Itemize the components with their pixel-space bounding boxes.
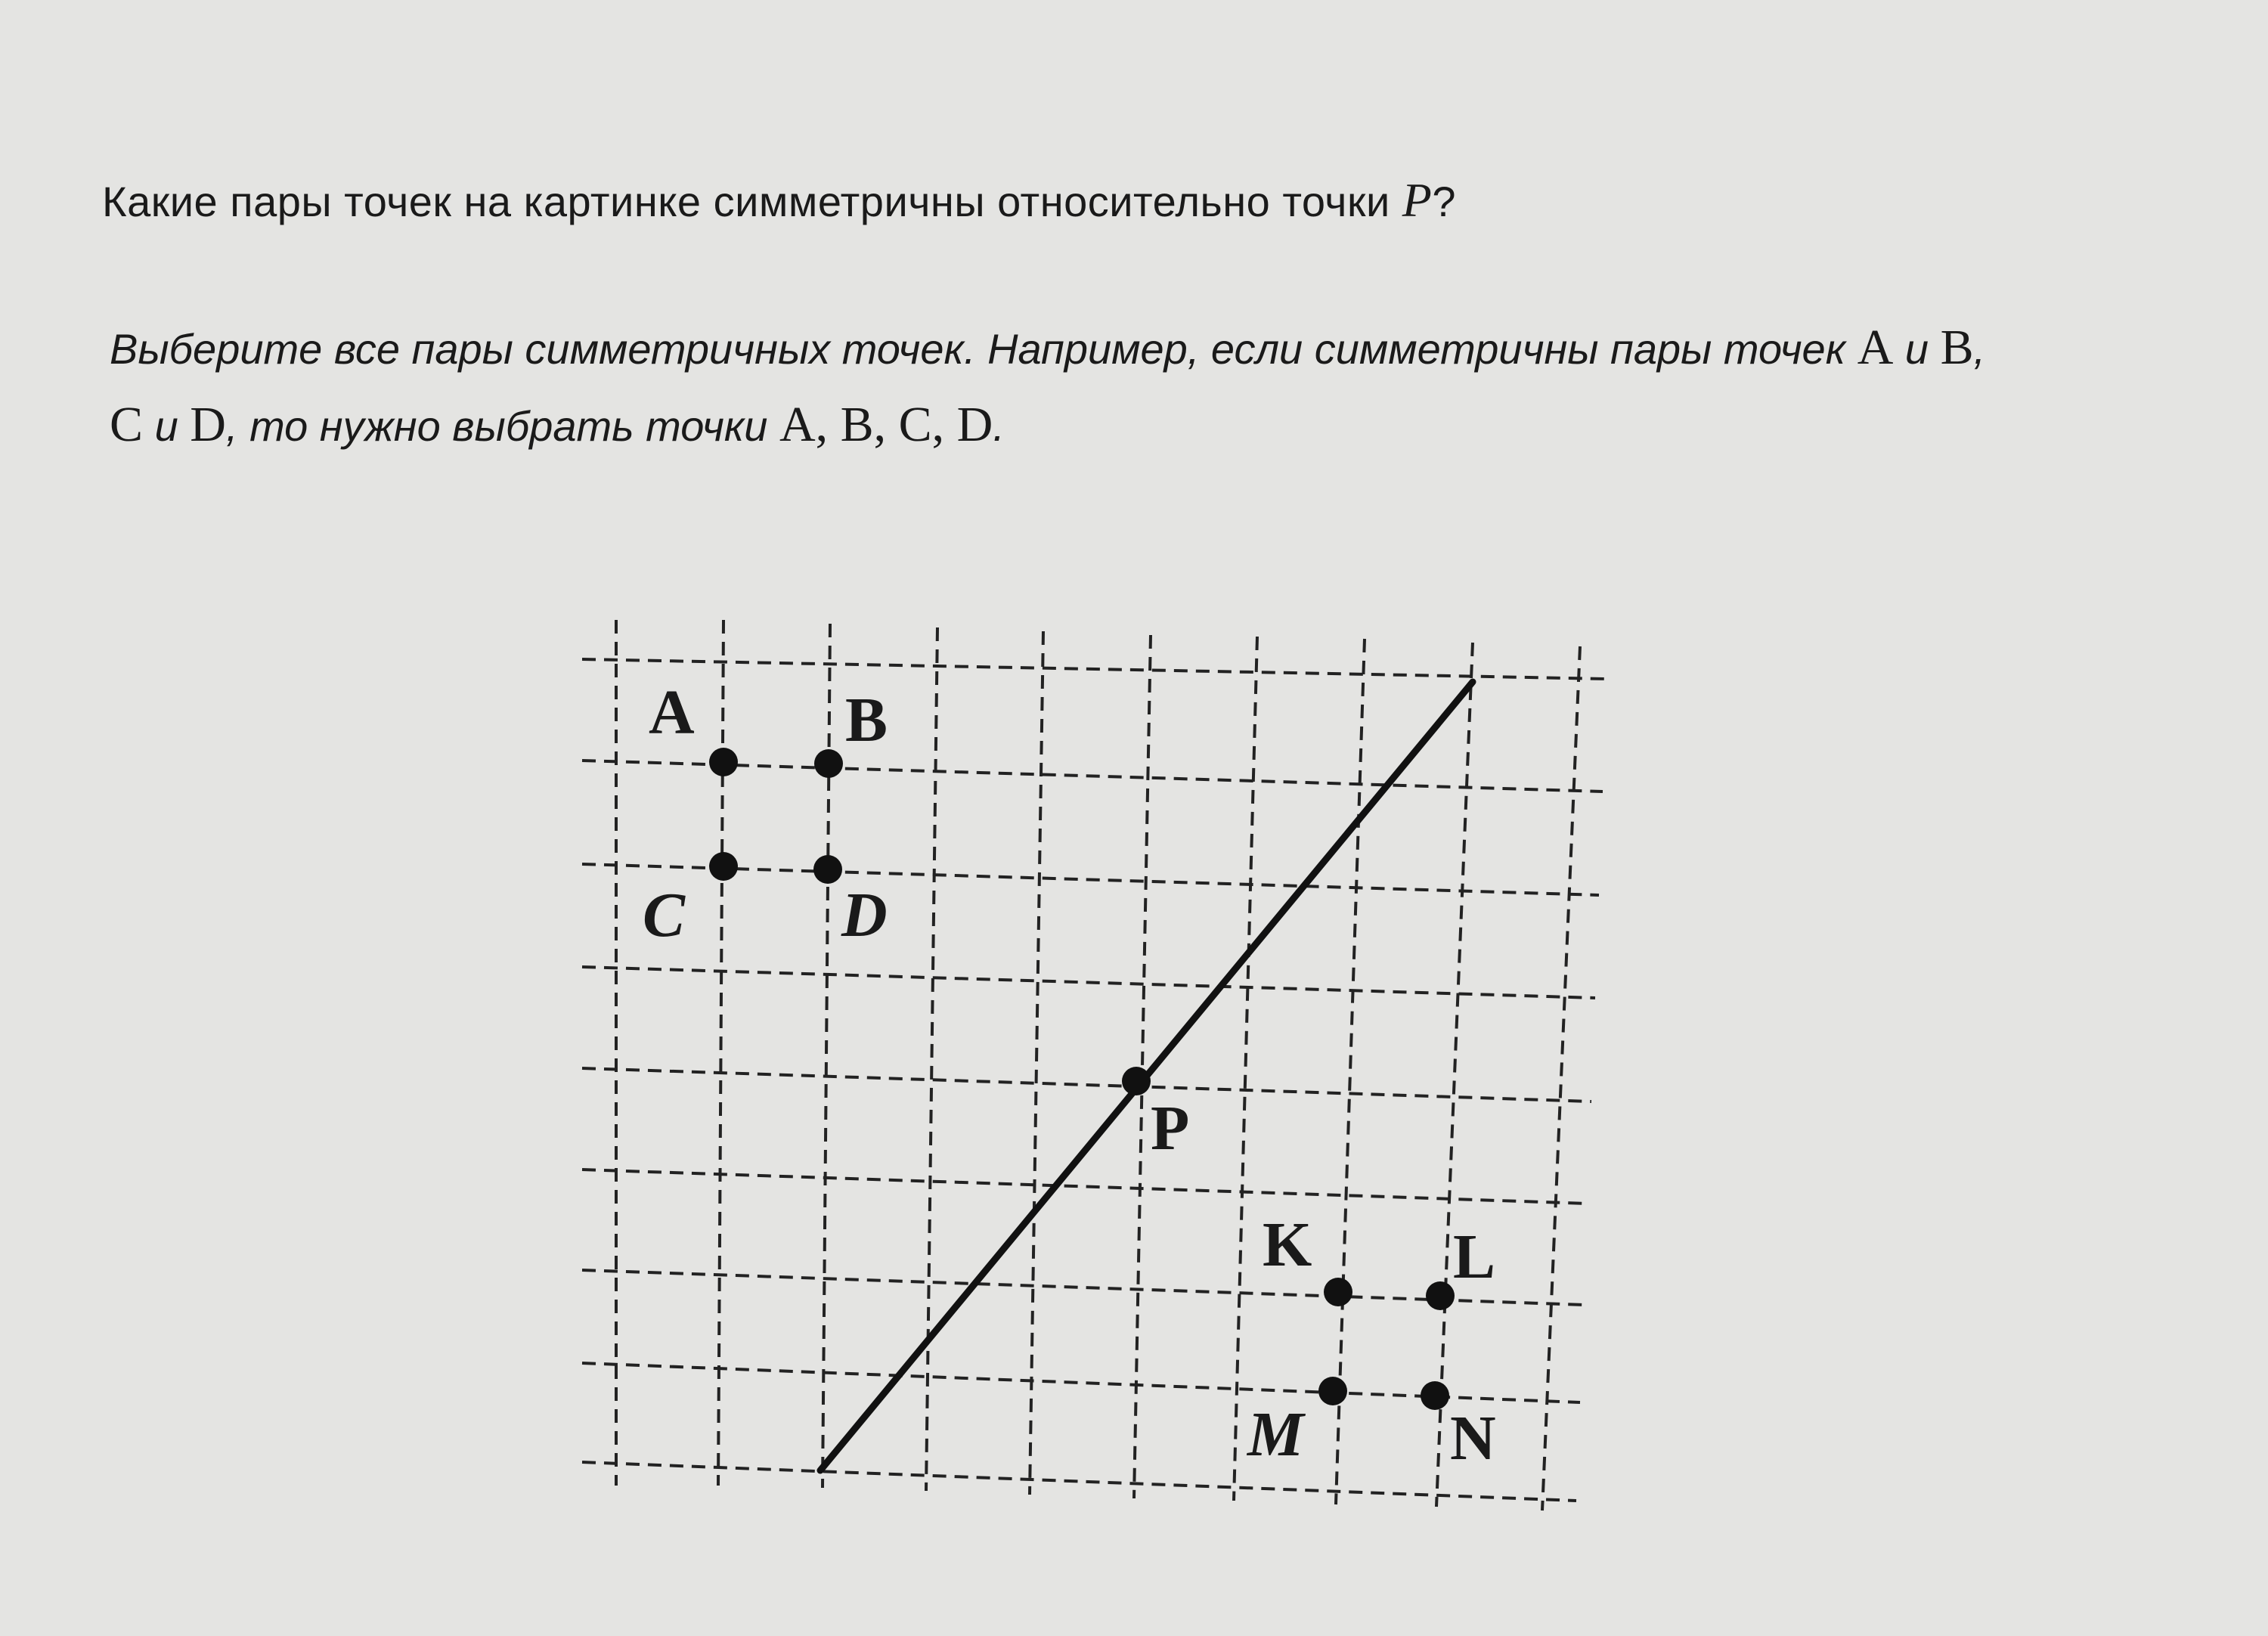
- grid-v-line: [1134, 635, 1151, 1498]
- question-text-main: Какие пары точек на картинке симметричны относительно точки: [102, 178, 1402, 225]
- label-n: N: [1450, 1403, 1496, 1473]
- point-l: [1426, 1281, 1455, 1310]
- label-c: C: [643, 880, 686, 950]
- point-m: [1318, 1377, 1347, 1405]
- question-mark: ?: [1432, 178, 1457, 225]
- hint-and-2: и: [143, 402, 191, 450]
- hint-points-list: A, B, C, D: [779, 397, 993, 452]
- label-b: B: [845, 685, 888, 755]
- point-c: [709, 852, 738, 881]
- label-d: D: [841, 880, 888, 950]
- point-b: [814, 749, 843, 778]
- hint-point-b: B: [1940, 320, 1974, 375]
- grid-v-line: [1234, 637, 1257, 1501]
- hint-period: .: [993, 402, 1005, 450]
- grid-h-line: [582, 1170, 1588, 1204]
- hint-and-1: и: [1893, 325, 1941, 373]
- hint-line1-text: Выберите все пары симметричных точек. Например, если симметричны пары точек: [110, 325, 1857, 373]
- grid-h-line: [582, 659, 1606, 679]
- grid-v-line: [1336, 639, 1365, 1504]
- question-point-p: P: [1402, 173, 1433, 227]
- point-n: [1421, 1381, 1449, 1410]
- point-k: [1324, 1278, 1352, 1306]
- grid-v-line: [1030, 631, 1043, 1495]
- point-p: [1122, 1067, 1151, 1095]
- hint-point-a: A: [1857, 320, 1894, 375]
- point-d: [813, 855, 842, 884]
- grid-h-line: [582, 1068, 1591, 1102]
- point-a: [709, 748, 738, 776]
- grid-h-line: [582, 967, 1595, 998]
- hint-point-c: C: [110, 397, 144, 452]
- hint-point-d: D: [190, 397, 226, 452]
- label-l: L: [1453, 1222, 1496, 1292]
- grid-points: [709, 748, 1455, 1410]
- dashed-grid: [582, 620, 1606, 1511]
- grid-v-line: [926, 627, 937, 1491]
- label-p: P: [1151, 1093, 1190, 1163]
- label-k: K: [1263, 1210, 1312, 1280]
- label-a: A: [649, 677, 695, 748]
- label-m: M: [1247, 1399, 1304, 1470]
- hint-comma: ,: [1973, 325, 1986, 373]
- grid-v-line: [1542, 646, 1580, 1511]
- grid-v-line: [1436, 643, 1473, 1507]
- grid-h-line: [582, 1462, 1576, 1501]
- hint-line2-text: , то нужно выбрать точки: [225, 402, 779, 450]
